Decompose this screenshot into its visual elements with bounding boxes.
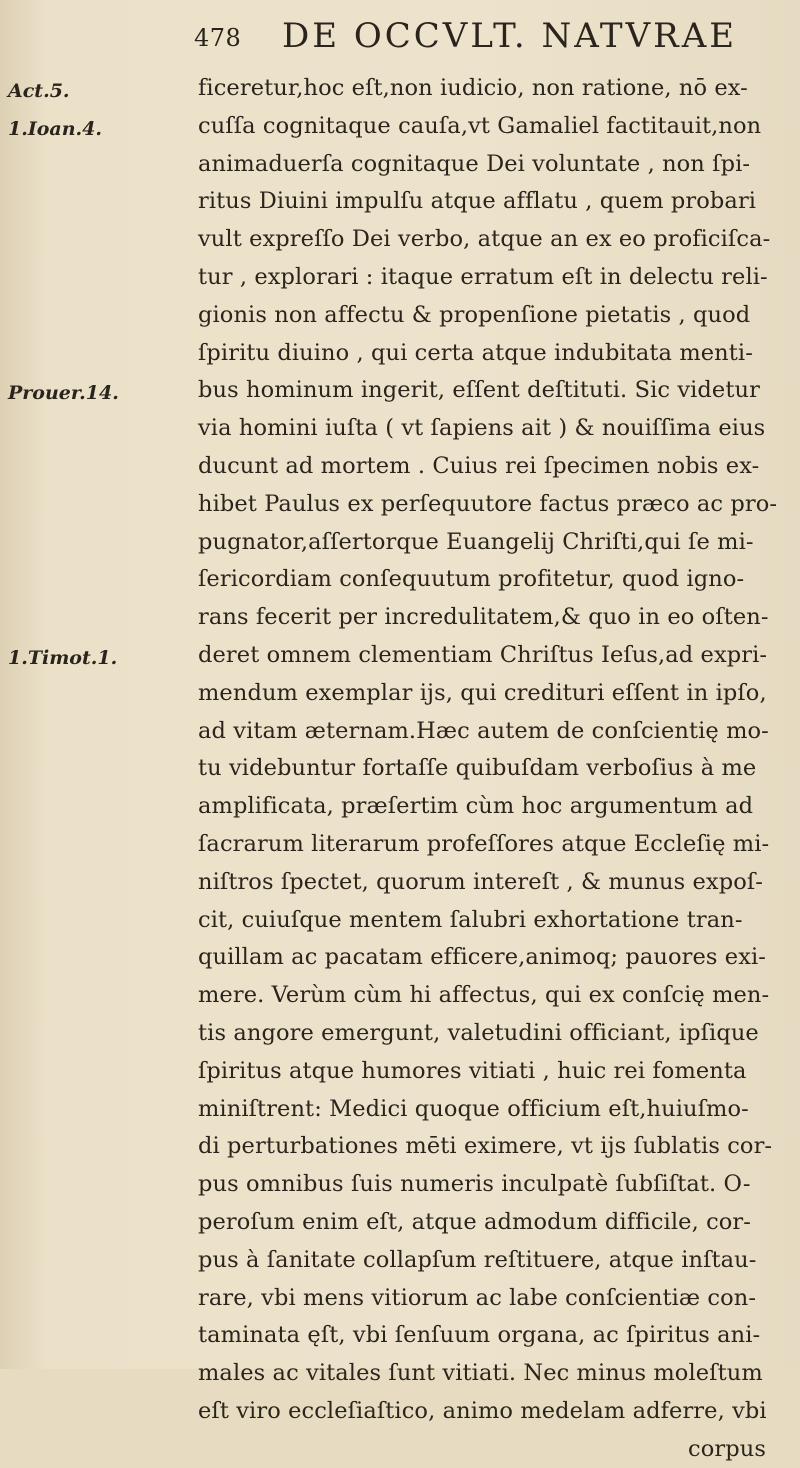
text-line: ſericordiam conſequutum profitetur, quod igno-	[198, 566, 745, 593]
text-line: taminata ęſt, vbi ſenſuum organa, ac ſpiritus ani-	[198, 1322, 761, 1349]
margin-note: Prouer.14.	[8, 382, 119, 404]
text-line: niſtros ſpectet, quorum intereſt , & munus expoſ-	[198, 868, 763, 895]
text-line: cuſſa cognitaque cauſa,vt Gamaliel factitauit,non	[198, 112, 762, 139]
text-line: mere. Verùm cùm hi affectus, qui ex conſcię men-	[198, 982, 770, 1009]
text-line: amplificata, præſertim cùm hoc argumentum ad	[198, 793, 754, 820]
text-line: vult expreſſo Dei verbo, atque an ex eo proficiſca-	[198, 226, 771, 253]
text-line: ficeretur,hoc eſt,non iudicio, non ratione, nō ex-	[198, 75, 748, 101]
text-line: pus à ſanitate collapſum reſtituere, atque inſtau-	[198, 1246, 757, 1273]
text-line: eſt viro eccleſiaſtico, animo medelam adferre, vbi	[198, 1397, 767, 1424]
text-line: ad vitam æternam.Hæc autem de conſcientię mo-	[198, 717, 769, 744]
text-line: pus omnibus ſuis numeris inculpatè ſubſiſtat. O-	[198, 1171, 751, 1198]
page-number: 478	[194, 24, 242, 52]
text-line: ſpiritu diuino , qui certa atque indubitata menti-	[198, 339, 753, 366]
text-line: animaduerſa cognitaque Dei voluntate , non ſpi-	[198, 150, 751, 177]
text-line: hibet Paulus ex perſequutore factus præco ac pro-	[198, 490, 778, 517]
text-line: rans fecerit per incredulitatem,& quo in eo oſten-	[198, 604, 769, 631]
text-line: rare, vbi mens vitiorum ac labe conſcientiæ con-	[198, 1284, 757, 1311]
text-line: quillam ac pacatam efficere,animoq; pauores exi-	[198, 944, 766, 971]
text-line: deret omnem clementiam Chriſtus Ieſus,ad expri-	[198, 641, 768, 668]
margin-note: 1.Timot.1.	[8, 647, 118, 669]
margin-note: Act.5.	[8, 80, 70, 102]
text-line: ſpiritus atque humores vitiati , huic rei fomenta	[198, 1057, 747, 1084]
running-title: DE OCCVLT. NATVRAE	[282, 16, 738, 56]
text-line: cit, cuiuſque mentem ſalubri exhortatione tran-	[198, 906, 743, 933]
text-line: ſacrarum literarum profeſſores atque Eccleſię mi-	[198, 830, 770, 857]
text-line: tis angore emergunt, valetudini officiant, ipſique	[198, 1019, 759, 1046]
text-line: tu videbuntur fortaſſe quibuſdam verboſius à me	[198, 755, 757, 782]
text-line: ducunt ad mortem . Cuius rei ſpecimen nobis ex-	[198, 452, 760, 479]
main-text-block	[198, 70, 778, 1468]
catchword: corpus	[688, 1435, 766, 1462]
text-line: gionis non affectu & propenſione pietatis , quod	[198, 301, 751, 328]
text-line: tur , explorari : itaque erratum eſt in delectu reli-	[198, 263, 768, 290]
page-header	[186, 14, 746, 60]
text-line: via homini iuſta ( vt ſapiens ait ) & nouiſſima eius	[198, 415, 766, 442]
text-line: peroſum enim eſt, atque admodum difficile, cor-	[198, 1208, 751, 1235]
text-line: mendum exemplar ijs, qui credituri eſſent in ipſo,	[198, 679, 767, 706]
text-line: bus hominum ingerit, eſſent deſtituti. Sic videtur	[198, 377, 760, 404]
text-line: miniſtrent: Medici quoque officium eſt,huiuſmo-	[198, 1095, 749, 1122]
text-line: males ac vitales ſunt vitiati. Nec minus moleſtum	[198, 1360, 763, 1387]
text-line: di perturbationes mēti eximere, vt ijs ſublatis cor-	[198, 1133, 773, 1160]
margin-note: 1.Ioan.4.	[8, 118, 102, 140]
text-line: pugnator,aſſertorque Euangelij Chriſti,qui ſe mi-	[198, 528, 754, 555]
text-line: ritus Diuini impulſu atque afflatu , quem probari	[198, 188, 757, 215]
